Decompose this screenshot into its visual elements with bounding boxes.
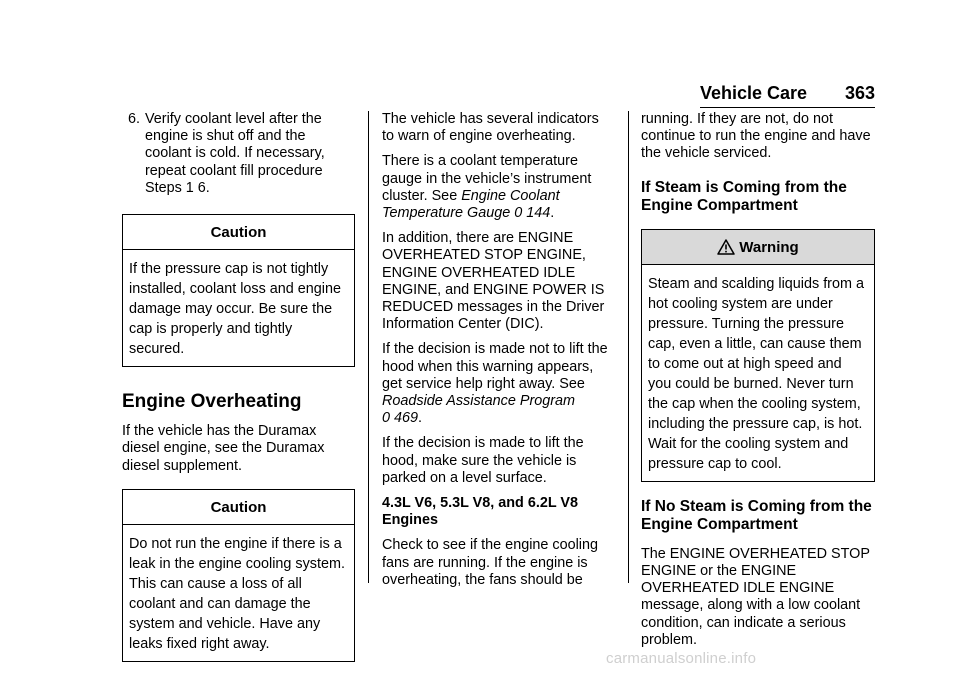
column-divider-1 bbox=[368, 111, 369, 583]
page-reference[interactable]: 0 144 bbox=[514, 205, 551, 222]
paragraph: If the decision is made to lift the hood, make sure the vehicle is parked on a level surface. bbox=[382, 435, 584, 486]
warning-body: Steam and scalding liquids from a hot cooling system are under pressure. Turning the pressure cap, even a little, can cause them to come out at high speed and you could be burned. Never turn the cap when the cooling system, including the pressure cap, is hot. Wait for the cooling system and pressure cap to cool. bbox=[648, 275, 864, 472]
paragraph: In addition, there are ENGINE OVERHEATED STOP ENGINE, ENGINE OVERHEATED IDLE ENGINE, and ENGINE POWER IS REDUCED messages in the Driver Information Center (DIC). bbox=[382, 230, 605, 333]
step-number: 6. bbox=[128, 111, 141, 127]
heading-no-steam: If No Steam is Coming from the Engine Compartment bbox=[641, 497, 872, 533]
paragraph: The ENGINE OVERHEATED STOP ENGINE or the ENGINE OVERHEATED IDLE ENGINE message, along with a low coolant condition, can indicate a serious problem. bbox=[641, 545, 870, 648]
section-title: Vehicle Care bbox=[700, 83, 808, 103]
heading-engine-overheating: Engine Overheating bbox=[122, 391, 302, 413]
paragraph-roadside: If the decision is made not to lift the hood when this warning appears, get service help right away. See Roadside Assistance Program 0 469. bbox=[382, 341, 608, 427]
caution-body: Do not run the engine if there is a leak in the engine cooling system. This can cause a loss of all coolant and can damage the system and vehicle. Have any leaks fixed right away. bbox=[129, 536, 345, 653]
step-text: Verify coolant level after the engine is shut off and the coolant is cold. If necessary, repeat coolant fill procedure Steps 1 6. bbox=[145, 111, 325, 196]
warning-triangle-icon bbox=[717, 239, 735, 255]
step-6 bbox=[122, 111, 355, 197]
duramax-paragraph: If the vehicle has the Duramax diesel engine, see the Duramax diesel supplement. bbox=[122, 423, 325, 474]
column-divider-2 bbox=[628, 111, 629, 583]
link-roadside-assistance[interactable]: Roadside Assistance Program bbox=[382, 393, 576, 410]
page-header bbox=[700, 80, 875, 108]
caution-body: If the pressure cap is not tightly installed, coolant loss and engine damage may occur. Be sure the cap is properly and tightly secured. bbox=[129, 261, 342, 358]
warning-header bbox=[642, 230, 874, 265]
caution-title: Caution bbox=[123, 215, 354, 250]
paragraph: The vehicle has several indicators to warn of engine overheating. bbox=[382, 111, 599, 145]
page-number: 363 bbox=[844, 83, 875, 103]
column-2 bbox=[382, 111, 614, 597]
warning-title: Warning bbox=[739, 238, 799, 256]
column-1 bbox=[122, 111, 355, 678]
column-3 bbox=[641, 111, 875, 657]
heading-steam: If Steam is Coming from the Engine Compartment bbox=[641, 178, 847, 214]
link-coolant-gauge[interactable]: Engine Coolant Temperature Gauge bbox=[382, 187, 560, 222]
paragraph-gauge: There is a coolant temperature gauge in the vehicle’s instrument cluster. See Engine Coolant Temperature Gauge 0 144. bbox=[382, 153, 592, 222]
watermark: carmanualsonline.info bbox=[606, 650, 757, 667]
subheading-engines: 4.3L V6, 5.3L V8, and 6.2L V8 Engines bbox=[382, 495, 578, 529]
paragraph-text: If the decision is made not to lift the hood when this warning appears, get service help right away. See bbox=[382, 341, 608, 392]
header-rule bbox=[700, 107, 875, 108]
caution-title: Caution bbox=[123, 490, 354, 525]
paragraph: Check to see if the engine cooling fans are running. If the engine is overheating, the fans should be bbox=[382, 537, 599, 588]
caution-box-1 bbox=[122, 214, 355, 367]
warning-box bbox=[641, 229, 875, 482]
page-reference[interactable]: 0 469 bbox=[382, 410, 419, 427]
caution-box-2 bbox=[122, 489, 355, 662]
paragraph-text: There is a coolant temperature gauge in the vehicle’s instrument cluster. See bbox=[382, 153, 592, 204]
paragraph: running. If they are not, do not continue to run the engine and have the vehicle serviced. bbox=[641, 111, 871, 162]
